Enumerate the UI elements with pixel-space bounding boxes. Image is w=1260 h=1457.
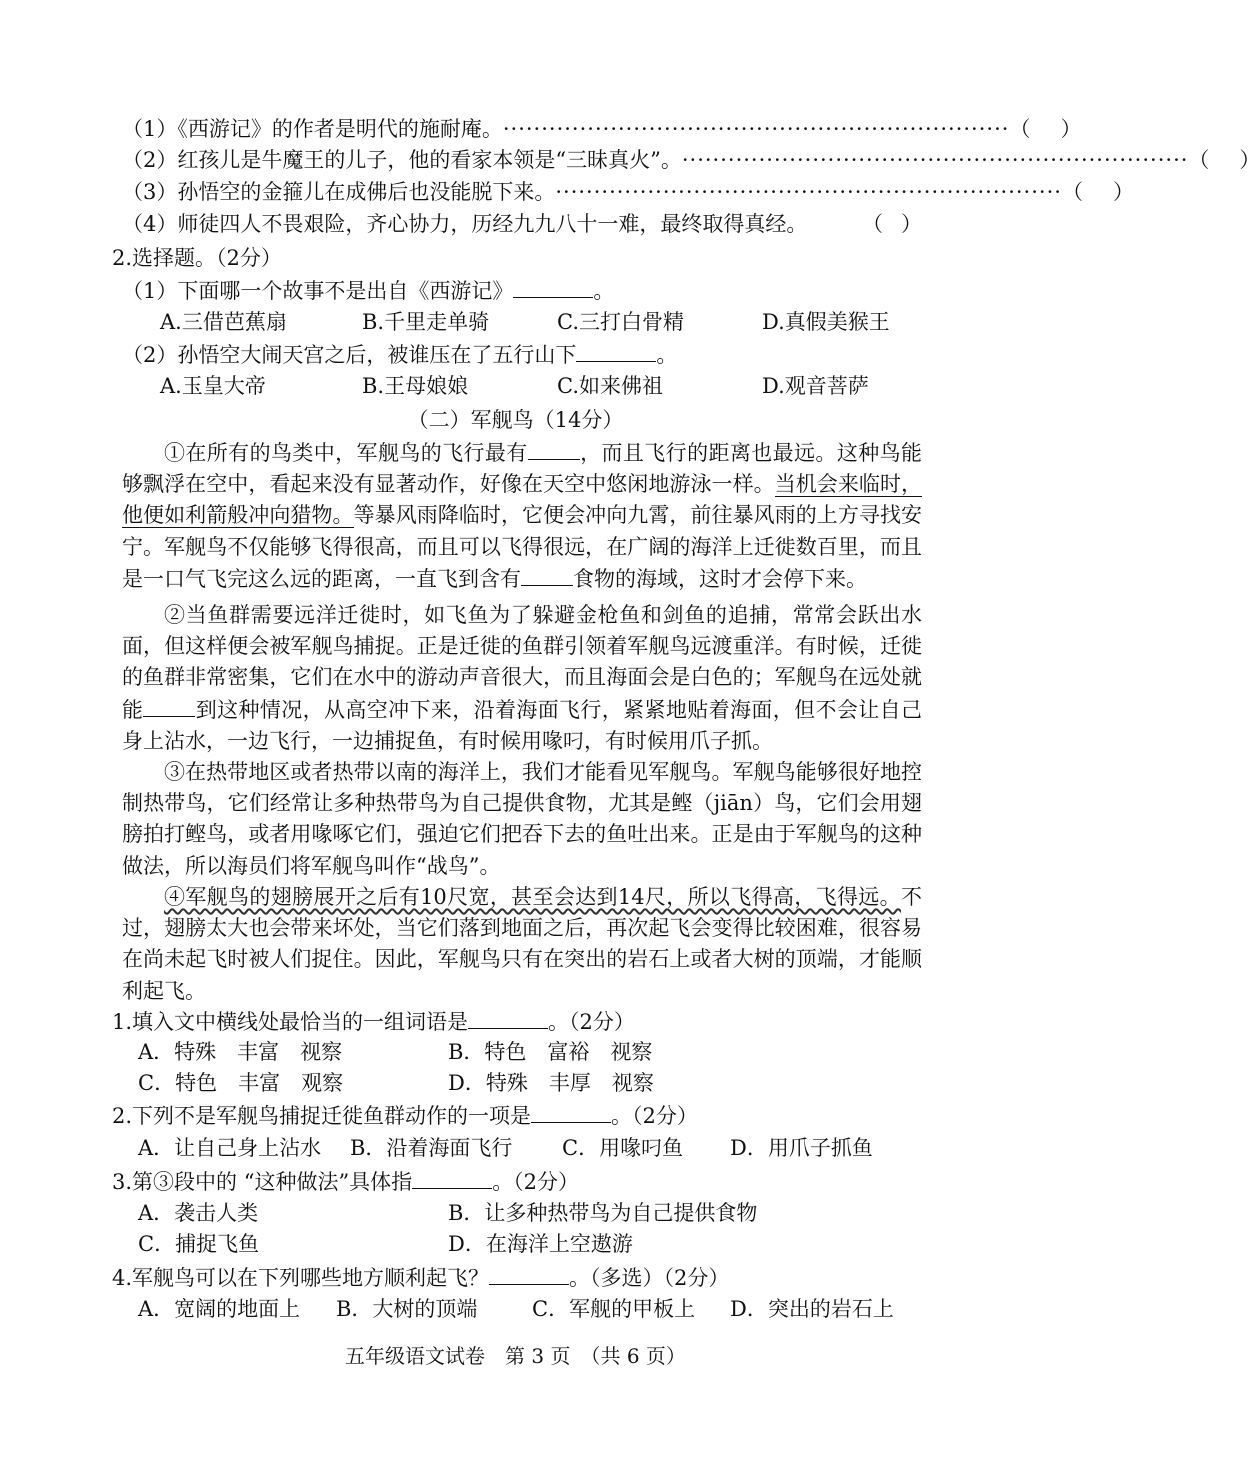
question-1: 1.填入文中横线处最恰当的一组词语是 。（2分） (112, 1006, 922, 1037)
question: （1）下面哪一个故事不是出自《西游记》 。 (122, 275, 922, 306)
text-blank[interactable] (143, 694, 195, 717)
options-row (138, 1133, 923, 1164)
options-row (160, 371, 920, 402)
option[interactable]: A．特殊 丰富 视察 (138, 1040, 343, 1064)
answer-paren[interactable]: （ ） (1061, 180, 1134, 204)
paragraph-4: ④军舰鸟的翅膀展开之后有10尺宽，甚至会达到14尺，所以飞得高，飞得远。不过，翅膀太大也会带来坏处，当它们落到地面之后，再次起飞会变得比较困难，很容易在尚未起飞时被人们捉住。因此，军舰鸟只有在突出的岩石上或者大树的顶端，才能顺利起飞。 (122, 885, 922, 1003)
question-2: 2.下列不是军舰鸟捕捉迁徙鱼群动作的一项是 。（2分） (112, 1100, 922, 1131)
paragraph-3: ③在热带地区或者热带以南的海洋上，我们才能看见军舰鸟。军舰鸟能够很好地控制热带鸟，它们经常让多种热带鸟为自己提供食物，尤其是鲣（jiān）鸟，它们会用翅膀拍打鲣鸟，或者用喙啄它们，强迫它们把吞下去的鱼吐出来。正是由于军舰鸟的这种做法，所以海员们将军舰鸟叫作“战鸟”。 (122, 760, 922, 878)
option[interactable]: A.玉皇大帝 (160, 374, 266, 398)
options-row (160, 307, 920, 338)
option[interactable]: D．突出的岩石上 (730, 1297, 894, 1321)
answer-blank[interactable] (576, 339, 656, 362)
leader-dots (807, 209, 862, 240)
answer-blank[interactable] (513, 275, 593, 298)
paragraph-2: ②当鱼群需要远洋迁徙时，如飞鱼为了躲避金枪鱼和剑鱼的追捕，常常会跃出水面，但这样便会被军舰鸟捕捉。正是迁徙的鱼群引领着军舰鸟远渡重洋。有时候，迁徙的鱼群非常密集，它们在水中的游动声音很大，而且海面会是白色的；军舰鸟在远处就能 到这种情况，从高空冲下来，沿着海面飞行，紧紧地贴着海面，但不会让自己身上沾水，一边飞行，一边捕捉鱼，有时候用喙叼，有时候用爪子抓。 (122, 603, 923, 753)
question-4: 4.军舰鸟可以在下列哪些地方顺利起飞？ 。（多选）（2分） (112, 1262, 922, 1293)
option[interactable]: B.千里走单骑 (362, 310, 490, 334)
tf-statement: （4）师徒四人不畏艰险，齐心协力，历经九九八十一难，最终取得真经。 (122, 212, 808, 236)
leader-dots: ·································································· (681, 148, 1189, 172)
option[interactable]: A.三借芭蕉扇 (160, 310, 287, 334)
leader-dots: ·································································· (502, 117, 1010, 141)
options-row (138, 1037, 918, 1068)
question-3: 3.第③段中的 “这种做法”具体指 。（2分） (112, 1166, 922, 1197)
paragraph-1: ①在所有的鸟类中，军舰鸟的飞行最有 ，而且飞行的距离也最远。这种鸟能够飘浮在空中，看起来没有显著动作，好像在天空中悠闲地游泳一样。当机会来临时，他便如利箭般冲向猎物。等暴风雨降临时，它便会冲向九霄，前往暴风雨的上方寻找安宁。军舰鸟不仅能够飞得很高，而且可以飞得很远，在广阔的海洋上迁徙数百里，而且是一口气飞完这么远的距离，一直飞到含有 食物的海域，这时才会停下来。 (122, 437, 922, 595)
options-row (138, 1198, 918, 1229)
option[interactable]: D．在海洋上空遨游 (448, 1232, 633, 1256)
options-row (138, 1294, 923, 1325)
option[interactable]: D.观音菩萨 (762, 374, 869, 398)
leader-dots: ·································································· (555, 180, 1062, 204)
page-footer: 五年级语文试卷 第 3 页 （共 6 页） (345, 1344, 686, 1368)
option[interactable]: B．让多种热带鸟为自己提供食物 (448, 1201, 758, 1225)
answer-paren[interactable]: （ ） (862, 212, 922, 236)
tf-statement: （2）红孩儿是牛魔王的儿子，他的看家本领是“三昧真火”。 (122, 148, 682, 172)
tf-item-3 (122, 177, 1134, 208)
option[interactable]: C．用喙叼鱼 (562, 1136, 684, 1160)
option[interactable]: C．军舰的甲板上 (532, 1297, 696, 1321)
option[interactable]: B．沿着海面飞行 (350, 1136, 513, 1160)
tf-statement: （3）孙悟空的金箍儿在成佛后也没能脱下来。 (122, 180, 556, 204)
answer-paren[interactable]: （ ） (1188, 148, 1260, 172)
option[interactable]: A．宽阔的地面上 (138, 1297, 301, 1321)
option[interactable]: C.如来佛祖 (557, 374, 663, 398)
options-row (138, 1068, 918, 1099)
answer-blank[interactable] (412, 1166, 492, 1189)
tf-item-1 (122, 114, 1082, 145)
question: （2）孙悟空大闹天宫之后，被谁压在了五行山下 。 (122, 339, 922, 370)
option[interactable]: A．让自己身上沾水 (138, 1136, 322, 1160)
option[interactable]: C．特色 丰富 观察 (138, 1071, 344, 1095)
option[interactable]: D.真假美猴王 (762, 310, 890, 334)
answer-blank[interactable] (468, 1006, 548, 1029)
wavy-underlined-sentence: ④军舰鸟的翅膀展开之后有10尺宽，甚至会达到14尺，所以飞得高，飞得远。 (164, 885, 901, 909)
answer-blank[interactable] (489, 1262, 569, 1285)
answer-blank[interactable] (531, 1100, 611, 1123)
answer-paren[interactable]: （ ） (1009, 117, 1082, 141)
option[interactable]: C.三打白骨精 (557, 310, 684, 334)
option[interactable]: D．特殊 丰厚 视察 (448, 1071, 654, 1095)
reading-heading: （二）军舰鸟（14分） (407, 408, 624, 432)
option[interactable]: D．用爪子抓鱼 (730, 1136, 873, 1160)
option[interactable]: B.王母娘娘 (362, 374, 469, 398)
option[interactable]: C．捕捉飞鱼 (138, 1232, 260, 1256)
text-blank[interactable] (521, 563, 573, 586)
options-row (138, 1229, 918, 1260)
tf-item-2 (122, 145, 1260, 176)
underlined-sentence: 当机会来临时，他便如利箭般冲向猎物。 (122, 472, 923, 528)
option[interactable]: A．袭击人类 (138, 1201, 259, 1225)
tf-item-4 (122, 209, 922, 240)
text-blank[interactable] (528, 437, 580, 460)
tf-statement: （1）《西游记》的作者是明代的施耐庵。 (122, 117, 503, 141)
option[interactable]: B．特色 富裕 视察 (448, 1040, 653, 1064)
option[interactable]: B．大树的顶端 (336, 1297, 478, 1321)
section-title: 2.选择题。（2分） (112, 246, 282, 270)
